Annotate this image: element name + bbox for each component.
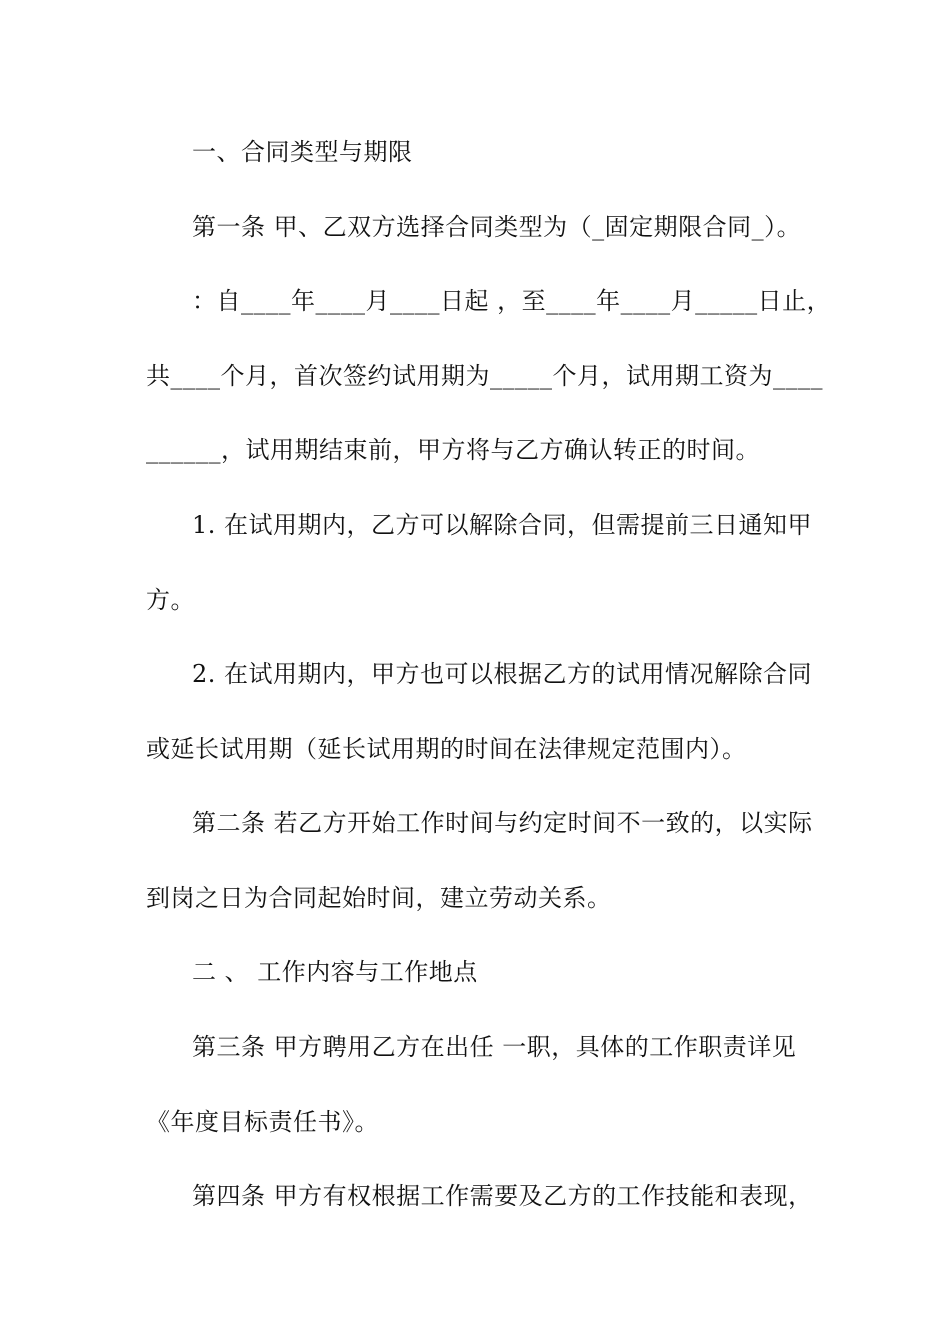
- probation-line: 共____个月，首次签约试用期为_____个月，试用期工资为____: [146, 362, 823, 390]
- article-2-continuation: 到岗之日为合同起始时间，建立劳动关系。: [146, 884, 612, 912]
- contract-period-line: ：自____年____月____日起 ，至____年____月_____日止，: [192, 287, 832, 315]
- clause-1-line: 1. 在试用期内，乙方可以解除合同，但需提前三日通知甲: [192, 511, 813, 539]
- section-heading-2: 二 、 工作内容与工作地点: [192, 958, 478, 986]
- clause-2-continuation: 或延长试用期（延长试用期的时间在法律规定范围内）。: [146, 735, 747, 763]
- article-3-continuation: 《年度目标责任书》。: [146, 1108, 379, 1136]
- clause-2-line: 2. 在试用期内，甲方也可以根据乙方的试用情况解除合同: [192, 660, 813, 688]
- clause-1-continuation: 方。: [146, 586, 195, 614]
- section-heading-1: 一、合同类型与期限: [192, 138, 413, 166]
- probation-end-line: ______，试用期结束前，甲方将与乙方确认转正的时间。: [146, 436, 760, 464]
- article-4-line: 第四条 甲方有权根据工作需要及乙方的工作技能和表现，: [192, 1182, 813, 1210]
- article-2-line: 第二条 若乙方开始工作时间与约定时间不一致的，以实际: [192, 809, 813, 837]
- article-3-line: 第三条 甲方聘用乙方在出任 一职，具体的工作职责详见: [192, 1033, 797, 1061]
- article-1-line: 第一条 甲、乙双方选择合同类型为（_固定期限合同_）。: [192, 213, 802, 241]
